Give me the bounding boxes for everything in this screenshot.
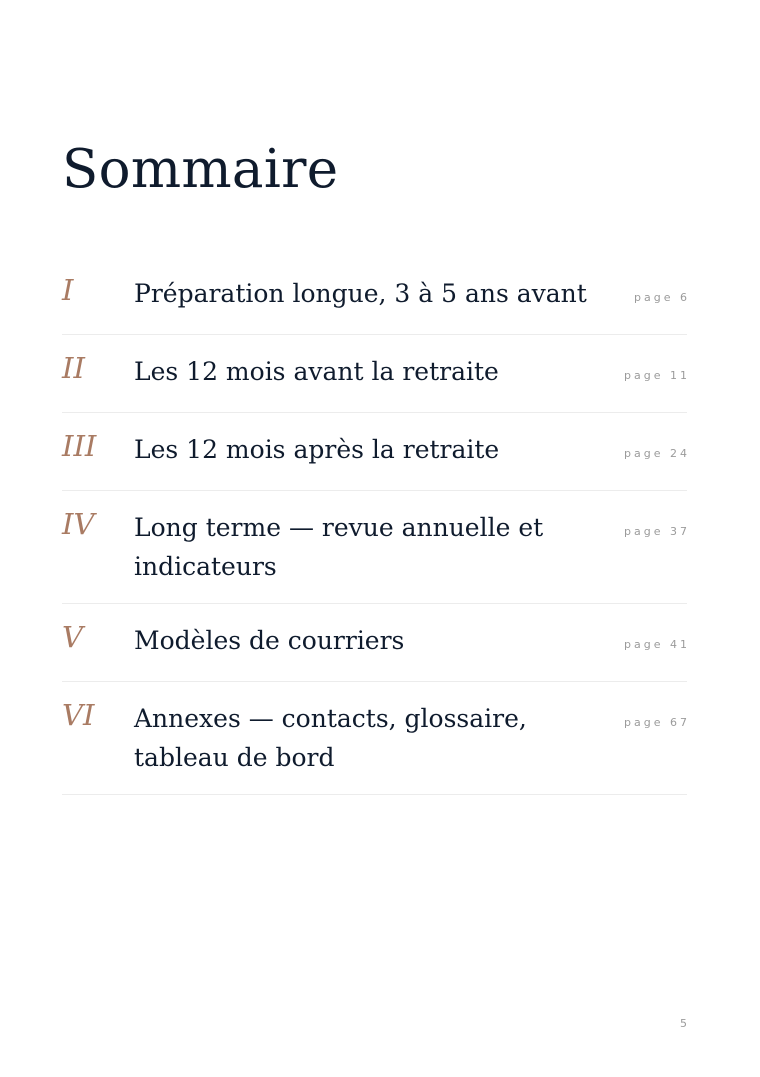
- toc-entry-page: page 24: [624, 447, 690, 460]
- toc-entry-numeral: III: [62, 429, 97, 463]
- toc-entry-title[interactable]: Modèles de courriers: [134, 626, 405, 655]
- toc-entry-page: page 11: [624, 369, 690, 382]
- toc-entry-title[interactable]: Les 12 mois avant la retraite: [134, 357, 499, 386]
- toc-entry-page: page 67: [624, 716, 690, 729]
- toc-entry-4[interactable]: [62, 491, 690, 604]
- toc-entry-title[interactable]: Long terme — revue annuelle et indicateurs: [134, 513, 544, 581]
- toc-entry-numeral: I: [62, 273, 74, 307]
- toc-entry-numeral: VI: [62, 698, 95, 732]
- toc-entry-title[interactable]: Préparation longue, 3 à 5 ans avant: [134, 279, 587, 308]
- toc-entry-3[interactable]: [62, 413, 690, 491]
- table-of-contents: [62, 257, 690, 795]
- toc-entry-page: page 41: [624, 638, 690, 651]
- toc-entry-1[interactable]: [62, 257, 690, 335]
- toc-entry-numeral: IV: [62, 507, 95, 541]
- page-title: Sommaire: [62, 139, 339, 200]
- toc-entry-numeral: II: [62, 351, 85, 385]
- toc-entry-2[interactable]: [62, 335, 690, 413]
- toc-entry-title[interactable]: Les 12 mois après la retraite: [134, 435, 500, 464]
- toc-entry-6[interactable]: [62, 682, 690, 795]
- toc-entry-page: page 37: [624, 525, 690, 538]
- toc-entry-numeral: V: [62, 620, 83, 654]
- toc-entry-5[interactable]: [62, 604, 690, 682]
- page-number: 5: [680, 1017, 687, 1030]
- toc-entry-title[interactable]: Annexes — contacts, glossaire, tableau de bord: [134, 704, 527, 772]
- toc-entry-page: page 6: [634, 291, 690, 304]
